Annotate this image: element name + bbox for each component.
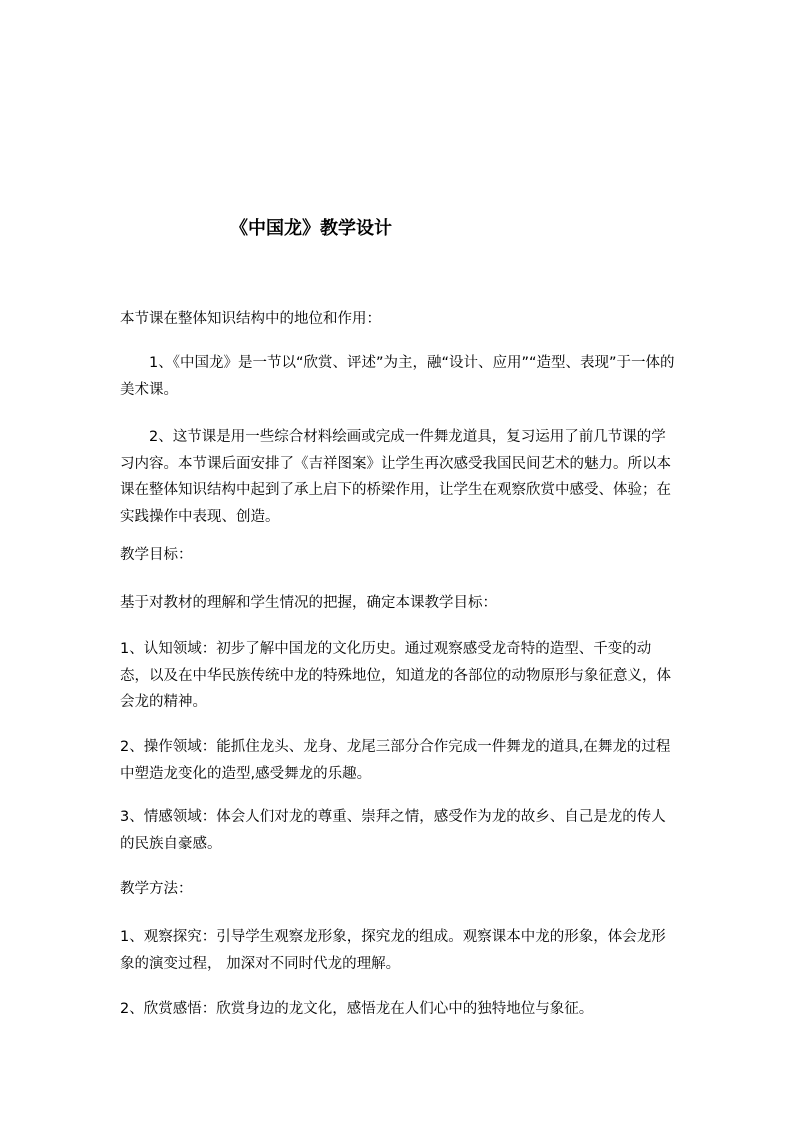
section-heading-objectives: 教学目标： [120,547,193,563]
paragraph-objectives-intro: 基于对教材的理解和学生情况的把握，确定本课教学目标： [120,595,497,611]
paragraph-objective-cognitive: 1、认知领域：初步了解中国龙的文化历史。通过观察感受龙奇特的造型、千变的动态，以及在中华民族传统中龙的特殊地位，知道龙的各部位的动物原形与象征意义，体会龙的精神。 [120,641,671,710]
section-heading-position: 本节课在整体知识结构中的地位和作用： [120,311,381,327]
paragraph-objective-emotion: 3、情感领域：体会人们对龙的尊重、崇拜之情，感受作为龙的故乡、自己是龙的传人的民族自豪感。 [120,809,666,852]
paragraph-position-1: 1、《中国龙》是一节以“欣赏、评述”为主，融“设计、应用”“造型、表现”于一体的美术课。 [120,355,675,398]
paragraph-position-2: 2、这节课是用一些综合材料绘画或完成一件舞龙道具，复习运用了前几节课的学习内容。本节课后面安排了《吉祥图案》让学生再次感受我国民间艺术的魅力。所以本课在整体知识结构中起到了承上启下的桥梁作用，让学生在观察欣赏中感受、体验；在实践操作中表现、创造。 [120,429,671,525]
section-heading-methods: 教学方法： [120,881,193,897]
document-title: 《中国龙》教学设计 [230,218,392,239]
paragraph-method-observe: 1、观察探究：引导学生观察龙形象，探究龙的组成。观察课本中龙的形象，体会龙形象的演变过程， 加深对不同时代龙的理解。 [120,929,666,972]
paragraph-objective-operation: 2、操作领域：能抓住龙头、龙身、龙尾三部分合作完成一件舞龙的道具,在舞龙的过程中塑造龙变化的造型,感受舞龙的乐趣。 [120,739,671,782]
paragraph-method-appreciate: 2、欣赏感悟：欣赏身边的龙文化，感悟龙在人们心中的独特地位与象征。 [120,1001,594,1017]
